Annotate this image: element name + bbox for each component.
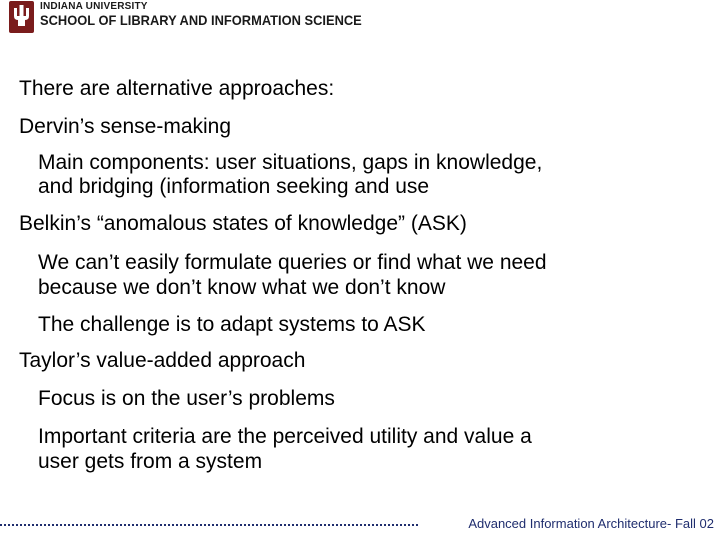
- school-name: SCHOOL OF LIBRARY AND INFORMATION SCIENCE: [40, 12, 362, 28]
- body-line: Dervin’s sense-making: [19, 115, 232, 138]
- body-line: There are alternative approaches:: [19, 77, 335, 100]
- body-line: Belkin’s “anomalous states of knowledge” (ASK): [19, 212, 467, 235]
- footer-course-title: Advanced Information Architecture- Fall 02: [468, 516, 714, 531]
- body-line: Important criteria are the perceived utility and value a: [38, 425, 532, 448]
- body-line: and bridging (information seeking and use: [38, 175, 430, 198]
- university-name: INDIANA UNIVERSITY: [40, 1, 148, 12]
- footer-dotted-rule: [0, 524, 418, 526]
- body-line: We can’t easily formulate queries or find what we need: [38, 251, 547, 274]
- body-line: Taylor’s value-added approach: [19, 349, 306, 372]
- body-line: Main components: user situations, gaps in knowledge,: [38, 151, 543, 174]
- body-line: user gets from a system: [38, 450, 263, 473]
- body-line: The challenge is to adapt systems to ASK: [38, 313, 426, 336]
- body-line: because we don’t know what we don’t know: [38, 276, 446, 299]
- body-line: Focus is on the user’s problems: [38, 387, 335, 410]
